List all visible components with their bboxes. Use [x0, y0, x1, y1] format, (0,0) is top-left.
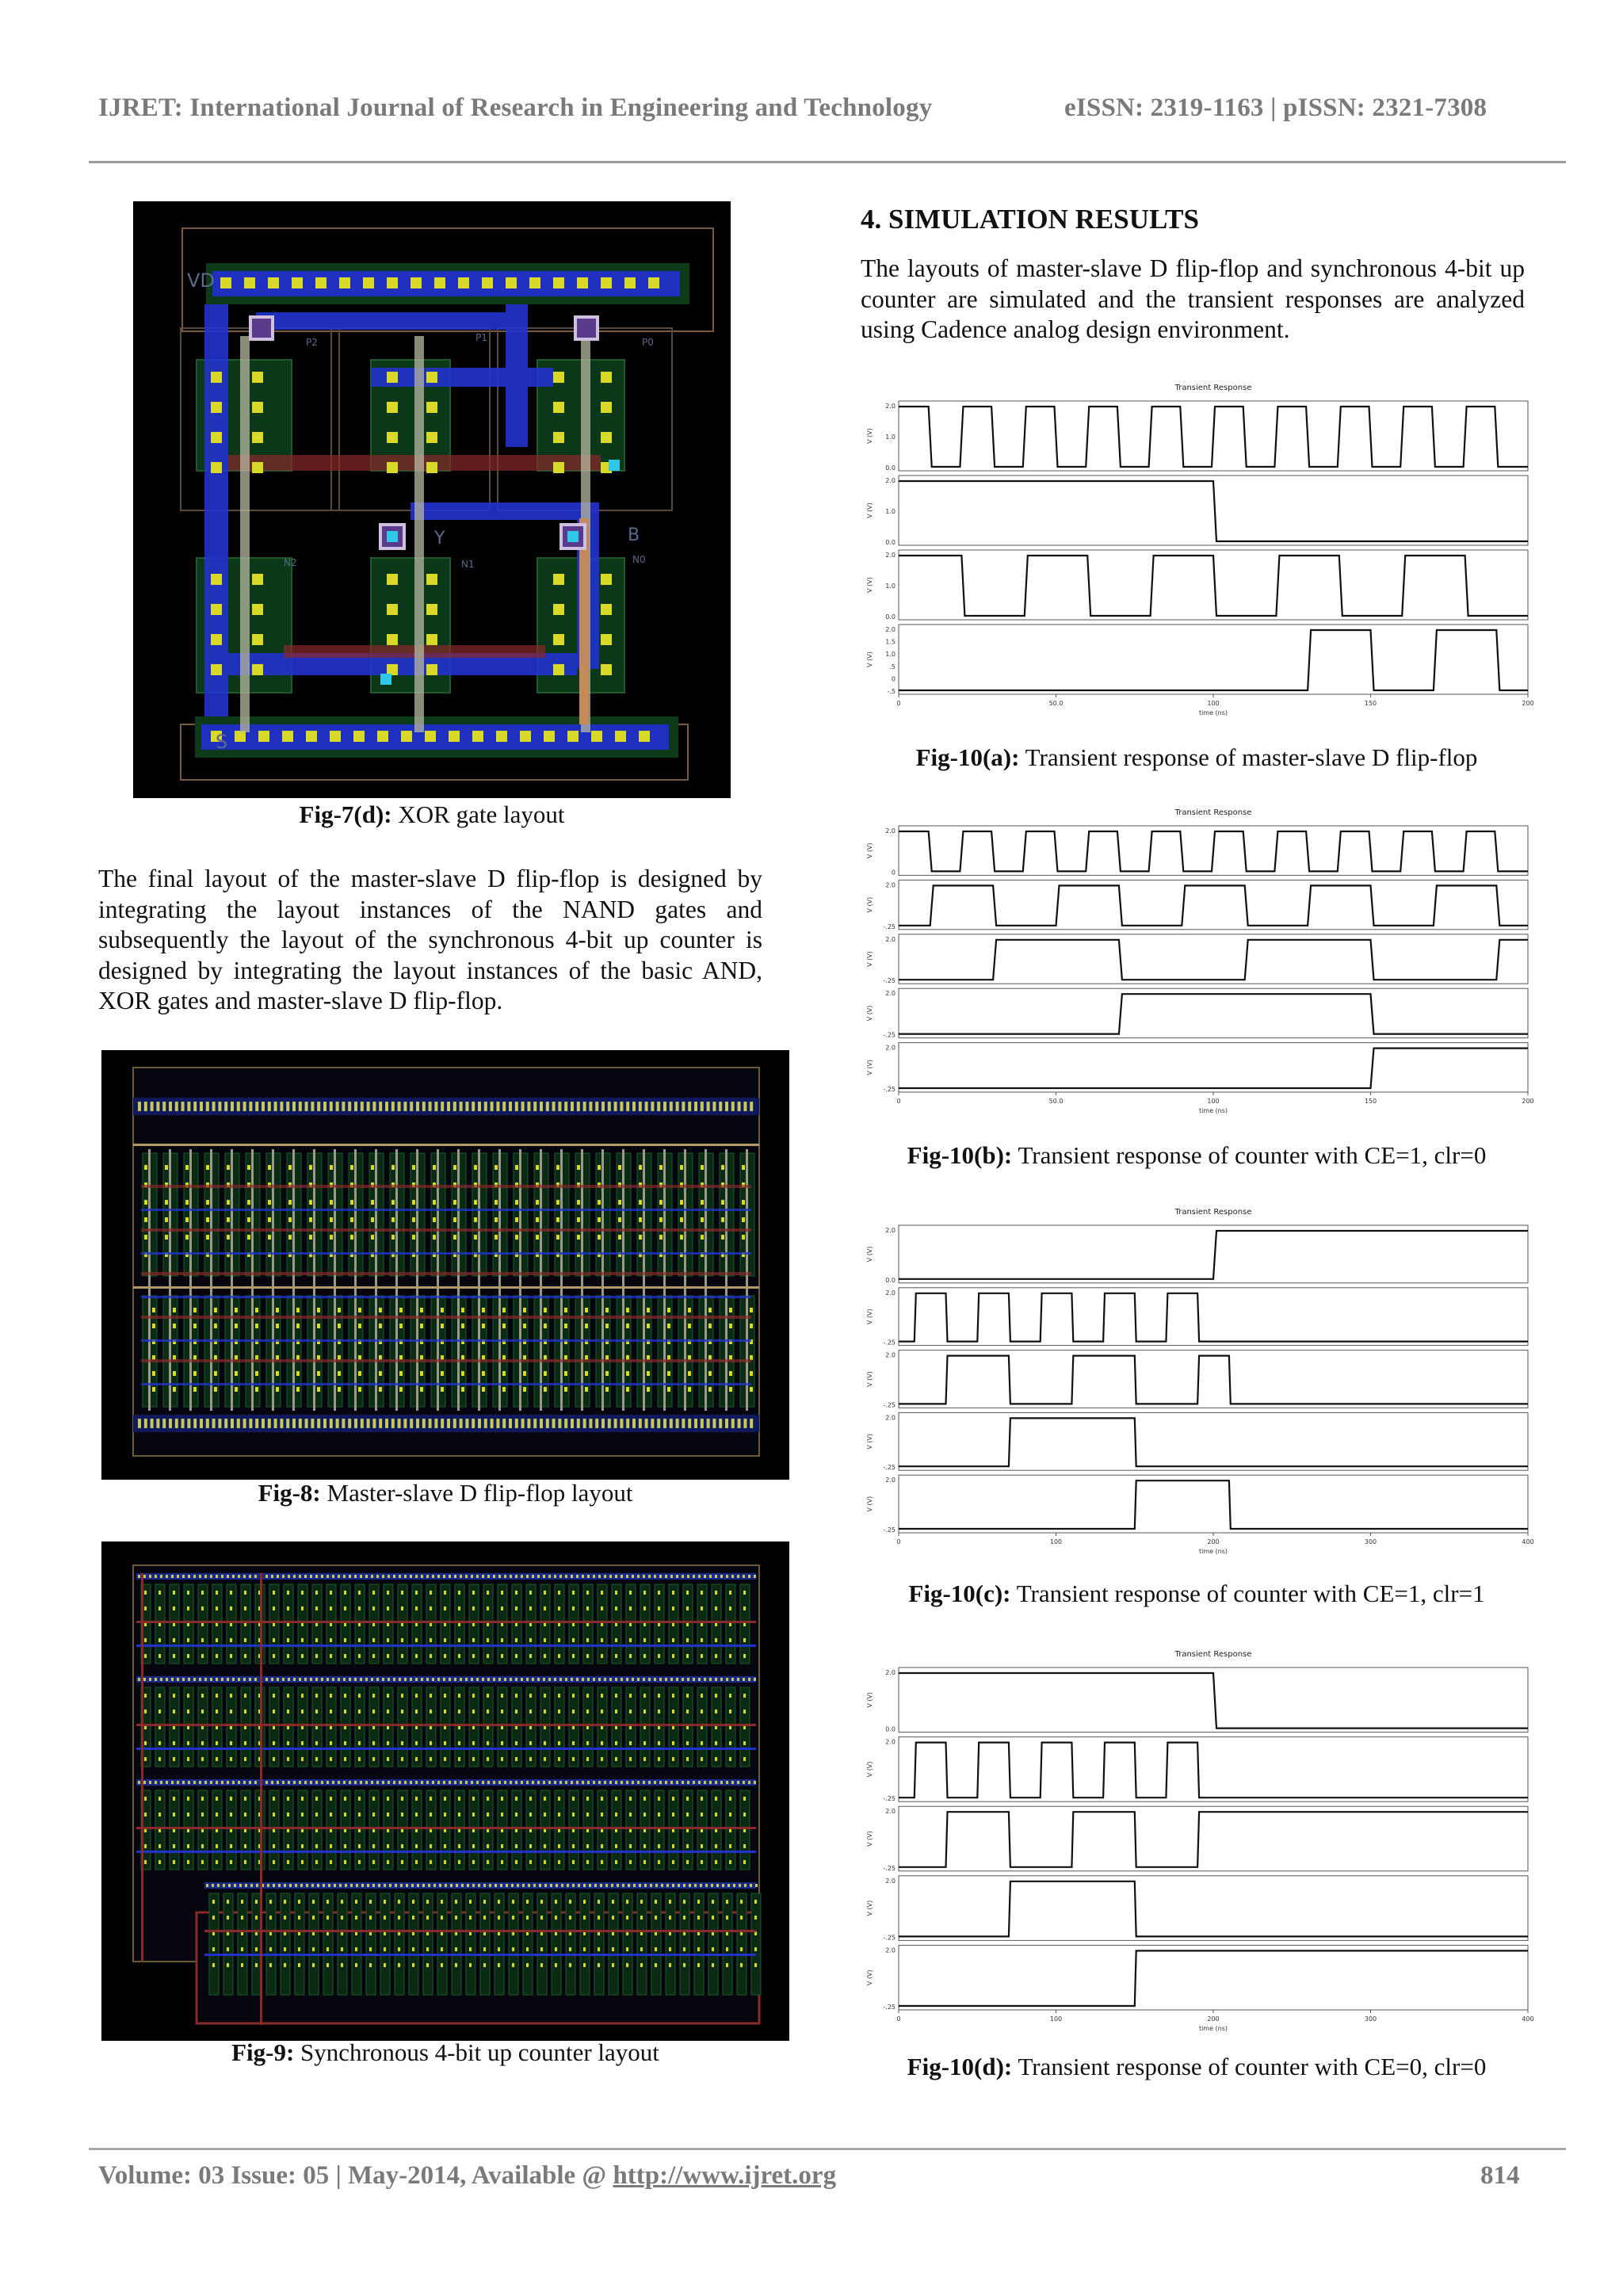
waveform-line — [899, 885, 1528, 925]
waveform-line — [899, 1743, 1528, 1798]
chart-title: Transient Response — [1174, 384, 1252, 392]
waveform-line — [899, 1049, 1528, 1088]
x-tick-label: 0 — [896, 700, 901, 707]
waveform-line — [899, 1881, 1528, 1937]
fig7d-label: Fig-7(d): — [299, 800, 392, 828]
xor-layout-image — [133, 201, 731, 798]
fig8-text: Master-slave D flip-flop layout — [320, 1479, 633, 1507]
y-tick-label: 2.0 — [885, 1738, 896, 1746]
fig10d-label: Fig-10(d): — [907, 2053, 1013, 2080]
waveform-line — [899, 1950, 1528, 2006]
chart-title: Transient Response — [1174, 808, 1252, 817]
waveform-line — [899, 1293, 1528, 1342]
x-tick-label: 100 — [1207, 1098, 1220, 1105]
y-axis-label: V (V) — [866, 502, 873, 518]
y-tick-label: 2.0 — [885, 1669, 896, 1676]
y-tick-label: 2.0 — [885, 881, 896, 889]
y-tick-label: 2.0 — [885, 935, 896, 943]
y-tick-label: 2.0 — [885, 403, 896, 410]
waveform-line — [899, 630, 1528, 690]
y-tick-label: 0.0 — [885, 1276, 896, 1284]
y-tick-label: 2.0 — [885, 1414, 896, 1422]
chart-panel — [899, 1350, 1528, 1408]
y-axis-label: V (V) — [866, 1900, 873, 1916]
x-tick-label: 300 — [1364, 1538, 1377, 1545]
y-tick-label: 2.0 — [885, 1477, 896, 1484]
waveform-line — [899, 1812, 1528, 1867]
layout-label-p2: P2 — [306, 337, 318, 348]
y-axis-label: V (V) — [866, 651, 873, 667]
chart-panel — [899, 1806, 1528, 1871]
y-axis-label: V (V) — [866, 1246, 873, 1263]
waveform-line — [899, 831, 1528, 871]
y-tick-label: -.25 — [883, 1526, 896, 1534]
layout-label-b: B — [628, 525, 640, 545]
y-tick-label: -.25 — [883, 977, 896, 985]
y-tick-label: -.25 — [883, 2004, 896, 2011]
y-tick-label: 0 — [891, 869, 896, 877]
fig9-label: Fig-9: — [231, 2038, 295, 2066]
y-axis-label: V (V) — [866, 428, 873, 444]
y-tick-label: -.25 — [883, 1864, 896, 1872]
y-axis-label: V (V) — [866, 1371, 873, 1387]
y-axis-label: V (V) — [866, 1496, 873, 1512]
fig10a-text: Transient response of master-slave D flip-flop — [1019, 743, 1478, 771]
fig10d-text: Transient response of counter with CE=0, clr=0 — [1012, 2053, 1487, 2080]
y-tick-label: 0.0 — [885, 1725, 896, 1733]
y-tick-label: -.25 — [883, 923, 896, 930]
waveform-line — [899, 481, 1528, 541]
x-axis-label: time (ns) — [1198, 2025, 1228, 2032]
y-tick-label: -.25 — [883, 1031, 896, 1039]
waveform-line — [899, 940, 1528, 980]
x-tick-label: 200 — [1207, 1538, 1220, 1545]
y-axis-label: V (V) — [866, 1005, 873, 1022]
y-tick-label: 0.0 — [885, 613, 896, 621]
fig8-caption — [101, 1479, 789, 1507]
y-tick-label: 1.0 — [885, 651, 896, 659]
y-axis-label: V (V) — [866, 1969, 873, 1986]
chart-panel — [899, 1288, 1528, 1346]
y-tick-label: 1.5 — [885, 638, 896, 646]
y-axis-label: V (V) — [866, 1059, 873, 1075]
y-axis-label: V (V) — [866, 951, 873, 967]
y-tick-label: 2.0 — [885, 626, 896, 633]
y-tick-label: 0.0 — [885, 464, 896, 472]
y-tick-label: 2.0 — [885, 1044, 896, 1052]
x-axis-label: time (ns) — [1198, 709, 1228, 716]
x-tick-label: 400 — [1522, 1538, 1534, 1545]
chart-panel — [899, 1945, 1528, 2010]
layout-label-n0: N0 — [632, 554, 646, 565]
y-axis-label: V (V) — [866, 1308, 873, 1325]
y-tick-label: 2.0 — [885, 1877, 896, 1885]
y-tick-label: 1.0 — [885, 508, 896, 515]
flipflop-layout-image — [101, 1050, 789, 1480]
x-axis-label: time (ns) — [1198, 1107, 1228, 1114]
layout-label-vss: S — [216, 731, 228, 753]
y-tick-label: 0 — [891, 675, 896, 683]
y-tick-label: -.5 — [887, 688, 896, 695]
x-tick-label: 200 — [1207, 2015, 1220, 2023]
y-tick-label: 2.0 — [885, 1808, 896, 1816]
x-axis-label: time (ns) — [1198, 1548, 1228, 1555]
fig10a-chart — [861, 379, 1534, 729]
y-tick-label: 2.0 — [885, 477, 896, 484]
fig7d-caption — [133, 800, 731, 829]
fig10b-label: Fig-10(b): — [907, 1141, 1013, 1169]
x-tick-label: 0 — [896, 1098, 901, 1105]
footer-volume-text: Volume: 03 Issue: 05 | May-2014, Available @ — [98, 2161, 613, 2190]
fig8-label: Fig-8: — [258, 1479, 321, 1507]
fig7d-text: XOR gate layout — [391, 800, 565, 828]
fig10b-chart — [861, 804, 1534, 1127]
layout-label-vdd: VD — [187, 269, 215, 292]
footer-rule — [89, 2148, 1566, 2150]
waveform-line — [899, 407, 1528, 467]
layout-label-p1: P1 — [475, 332, 487, 343]
fig9-text: Synchronous 4-bit up counter layout — [294, 2038, 659, 2066]
y-tick-label: 2.0 — [885, 1946, 896, 1954]
left-paragraph: The final layout of the master-slave D flip-flop is designed by integrating the layout instances of the NAND gates and subsequently the layout of the synchronous 4-bit up counter is designed by integrating the layout instances of the basic AND, XOR gates and master-slave D flip-flop. — [98, 865, 762, 1014]
layout-label-p0: P0 — [642, 337, 654, 348]
chart-panel — [899, 1737, 1528, 1802]
fig10d-caption — [856, 2053, 1537, 2081]
x-tick-label: 50.0 — [1048, 1098, 1064, 1105]
waveform-line — [899, 1673, 1528, 1729]
fig10b-text: Transient response of counter with CE=1, clr=0 — [1012, 1141, 1487, 1169]
waveform-line — [899, 1231, 1528, 1279]
fig10c-chart — [861, 1203, 1534, 1568]
chart-panel — [899, 1876, 1528, 1941]
fig10a-label: Fig-10(a): — [915, 743, 1020, 771]
x-tick-label: 150 — [1364, 700, 1377, 707]
fig10c-text: Transient response of counter with CE=1, clr=1 — [1010, 1580, 1485, 1607]
y-axis-label: V (V) — [866, 896, 873, 913]
x-tick-label: 100 — [1049, 1538, 1063, 1545]
y-axis-label: V (V) — [866, 577, 873, 593]
fig10b-caption — [856, 1141, 1537, 1170]
layout-label-n1: N1 — [461, 559, 475, 570]
waveform-line — [899, 556, 1528, 616]
chart-panel — [899, 988, 1528, 1037]
y-tick-label: -.25 — [883, 1086, 896, 1093]
y-tick-label: 2.0 — [885, 827, 896, 835]
layout-label-y: Y — [434, 529, 445, 548]
chart-panel — [899, 1043, 1528, 1092]
y-tick-label: -.25 — [883, 1795, 896, 1803]
y-axis-label: V (V) — [866, 842, 873, 859]
y-axis-label: V (V) — [866, 1831, 873, 1847]
y-tick-label: -.25 — [883, 1934, 896, 1942]
waveform-line — [899, 1480, 1528, 1529]
footer-url-link[interactable]: http://www.ijret.org — [613, 2161, 837, 2190]
section-body: The layouts of master-slave D flip-flop and synchronous 4-bit up counter are simulated and the transient responses are analyzed using Cadence analog design environment. — [861, 254, 1525, 343]
issn: eISSN: 2319-1163 | pISSN: 2321-7308 — [1064, 94, 1487, 122]
fig10d-chart — [861, 1645, 1534, 2045]
fig10a-caption — [856, 743, 1537, 772]
x-tick-label: 400 — [1522, 2015, 1534, 2023]
fig10c-label: Fig-10(c): — [908, 1580, 1011, 1607]
y-tick-label: -.25 — [883, 1464, 896, 1472]
page-number: 814 — [1480, 2161, 1520, 2190]
x-tick-label: 200 — [1522, 700, 1534, 707]
y-tick-label: -.25 — [883, 1401, 896, 1409]
waveform-line — [899, 1356, 1528, 1404]
counter-layout-image — [101, 1541, 789, 2041]
y-tick-label: 1.0 — [885, 434, 896, 441]
header-rule — [89, 161, 1566, 163]
x-tick-label: 100 — [1049, 2015, 1063, 2023]
y-tick-label: 0.0 — [885, 539, 896, 546]
journal-title: IJRET: International Journal of Research in Engineering and Technology — [98, 94, 933, 122]
y-tick-label: 2.0 — [885, 1351, 896, 1359]
y-tick-label: 2.0 — [885, 1227, 896, 1234]
chart-title: Transient Response — [1174, 1208, 1252, 1217]
fig10c-caption — [856, 1580, 1537, 1608]
y-tick-label: -.25 — [883, 1339, 896, 1347]
y-tick-label: 2.0 — [885, 1289, 896, 1297]
y-tick-label: 2.0 — [885, 990, 896, 998]
y-tick-label: 2.0 — [885, 552, 896, 559]
y-tick-label: .5 — [889, 663, 896, 670]
chart-title: Transient Response — [1174, 1650, 1252, 1659]
x-tick-label: 150 — [1364, 1098, 1377, 1105]
fig9-caption — [101, 2038, 789, 2067]
chart-panel — [899, 1475, 1528, 1533]
y-axis-label: V (V) — [866, 1761, 873, 1778]
x-tick-label: 0 — [896, 2015, 901, 2023]
waveform-line — [899, 994, 1528, 1033]
section-heading: 4. SIMULATION RESULTS — [861, 204, 1199, 235]
chart-panel — [899, 1412, 1528, 1470]
x-tick-label: 300 — [1364, 2015, 1377, 2023]
x-tick-label: 100 — [1207, 700, 1220, 707]
x-tick-label: 0 — [896, 1538, 901, 1545]
y-axis-label: V (V) — [866, 1433, 873, 1450]
layout-label-n2: N2 — [284, 557, 297, 568]
footer-volume — [98, 2161, 836, 2191]
y-tick-label: 1.0 — [885, 583, 896, 590]
waveform-line — [899, 1418, 1528, 1466]
x-tick-label: 50.0 — [1048, 700, 1064, 707]
x-tick-label: 200 — [1522, 1098, 1534, 1105]
y-axis-label: V (V) — [866, 1691, 873, 1708]
